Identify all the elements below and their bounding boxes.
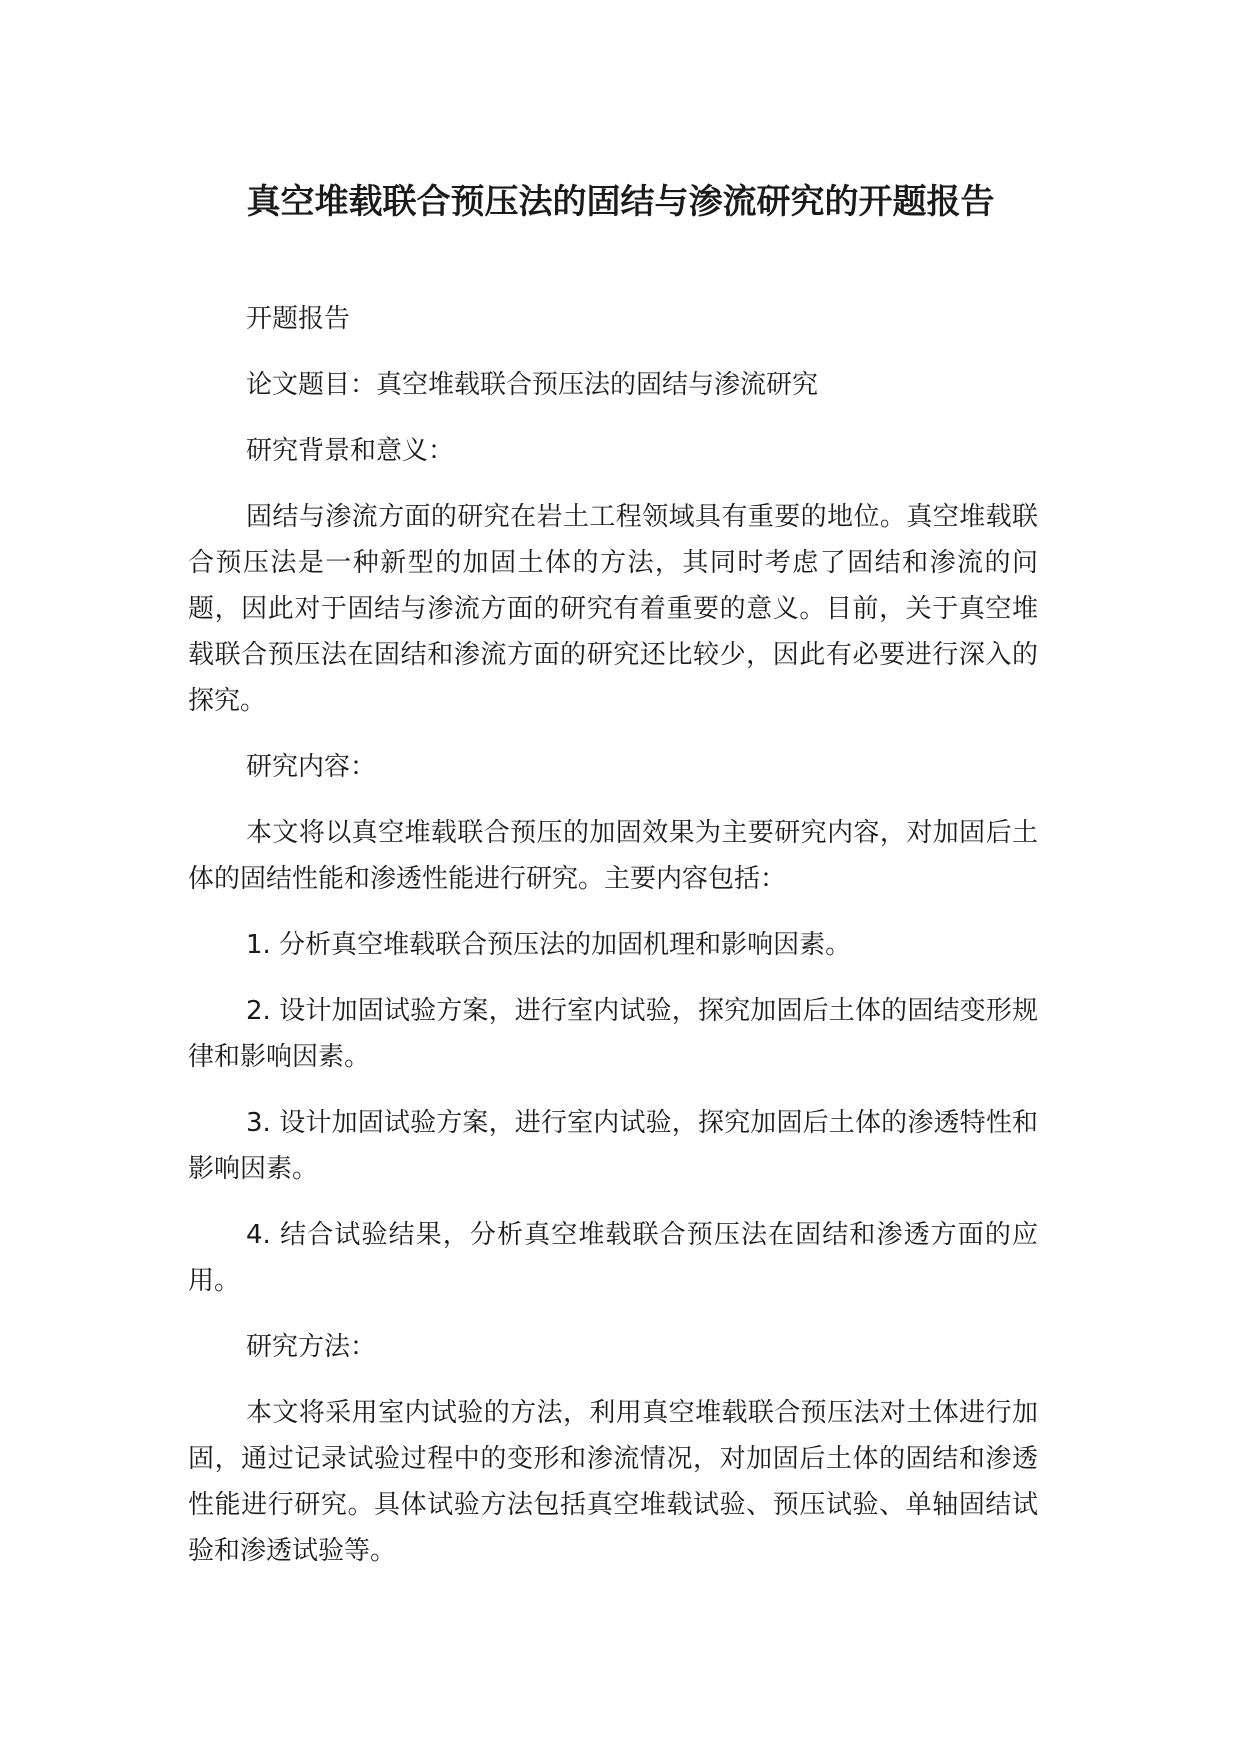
paragraph-background-heading: 研究背景和意义：	[246, 436, 455, 466]
document-body	[188, 296, 1038, 1594]
paragraph-background-text: 固结与渗流方面的研究在岩土工程领域具有重要的地位。真空堆载联合预压法是一种新型的加固土体的方法，其同时考虑了固结和渗流的问题，因此对于固结与渗流方面的研究有着重要的意义。目前，关于真空堆载联合预压法在固结和渗流方面的研究还比较少，因此有必要进行深入的探究。	[188, 502, 1038, 716]
list-item-4: 4. 结合试验结果，分析真空堆载联合预压法在固结和渗透方面的应用。	[188, 1220, 1038, 1296]
paragraph-content-intro: 本文将以真空堆载联合预压的加固效果为主要研究内容，对加固后土体的固结性能和渗透性能进行研究。主要内容包括：	[188, 818, 1038, 894]
paragraph-method-text: 本文将采用室内试验的方法，利用真空堆载联合预压法对土体进行加固，通过记录试验过程中的变形和渗流情况，对加固后土体的固结和渗透性能进行研究。具体试验方法包括真空堆载试验、预压试验、单轴固结试验和渗透试验等。	[188, 1398, 1038, 1566]
list-item-1: 1. 分析真空堆载联合预压法的加固机理和影响因素。	[246, 930, 852, 960]
paragraph-content-heading: 研究内容：	[246, 752, 377, 782]
paragraph-method-heading: 研究方法：	[246, 1332, 377, 1362]
list-item-3: 3. 设计加固试验方案，进行室内试验，探究加固后土体的渗透特性和影响因素。	[188, 1108, 1038, 1184]
paragraph-thesis-title: 论文题目：真空堆载联合预压法的固结与渗流研究	[246, 370, 819, 400]
list-item-2: 2. 设计加固试验方案，进行室内试验，探究加固后土体的固结变形规律和影响因素。	[188, 996, 1038, 1072]
document-title: 真空堆载联合预压法的固结与渗流研究的开题报告	[246, 182, 995, 222]
paragraph-report-heading: 开题报告	[246, 304, 351, 334]
